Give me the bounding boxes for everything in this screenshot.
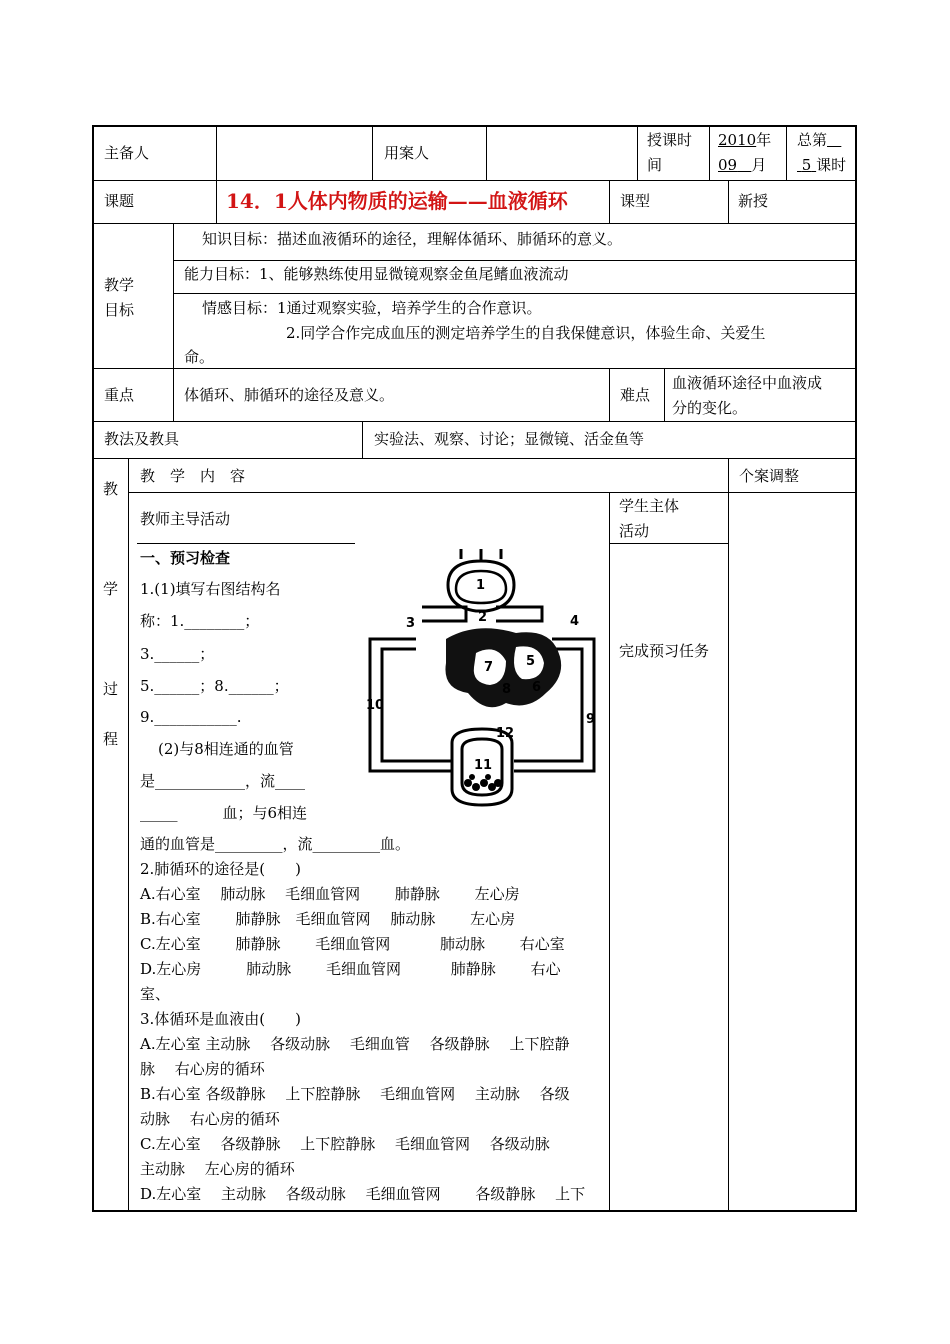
month-field [718,156,766,174]
option-line: D.左心室 主动脉 各级动脉 毛细血管网 各级静脉 上下 [140,1185,586,1203]
diagram-label: 8 [502,682,512,697]
methods-label: 教法及教具 [104,430,180,448]
process-side-char: 过 [103,680,119,698]
adjust-header: 个案调整 [739,467,800,485]
diagram-label: 6 [532,680,542,695]
emotion-goal-3: 命。 [184,348,215,366]
key-point-value: 体循环、肺循环的途径及意义。 [184,386,395,404]
diagram-label: 10 [366,698,385,713]
question-line: 2.肺循环的途径是( ) [140,860,302,878]
diagram-label: 11 [474,758,493,773]
option-line: A.左心室 主动脉 各级动脉 毛细血管 各级静脉 上下腔静 [140,1035,570,1053]
key-point-label: 重点 [104,386,135,404]
year-unit: 年 [756,131,772,149]
month-value: 09 [718,156,738,174]
student-header: 学生主体 [619,497,680,515]
goals-label-2: 目标 [104,301,135,319]
question-line: 1.(1)填写右图结构名 [140,580,281,598]
emotion-goal-2: 2.同学合作完成血压的测定培养学生的自我保健意识，体验生命、关爱生 [286,324,766,342]
teach-time-label: 授课时 [647,131,693,149]
question-line: 3.体循环是血液由( ) [140,1010,302,1028]
question-line: 9.___________. [140,708,242,726]
diagram-label: 7 [484,660,494,675]
methods-value: 实验法、观察、讨论；显微镜、活金鱼等 [374,430,645,448]
option-line: 动脉 右心房的循环 [140,1110,280,1128]
option-line: C.左心室 各级静脉 上下腔静脉 毛细血管网 各级动脉 [140,1135,550,1153]
section-title: 一、预习检查 [140,549,231,567]
option-line: B.右心室 各级静脉 上下腔静脉 毛细血管网 主动脉 各级 [140,1085,570,1103]
question-line: 是____________，流____ [140,772,306,790]
type-value: 新授 [738,192,769,210]
teach-time-label-2: 间 [647,156,663,174]
month-unit: 月 [751,156,767,174]
process-side-char: 教 [103,480,119,498]
blood-circulation-diagram [356,543,608,821]
diagram-label: 1 [476,578,486,593]
question-line: 5.______；8.______； [140,677,289,695]
option-line: 主动脉 左心房的循环 [140,1160,295,1178]
ability-goal: 能力目标：1、能够熟练使用显微镜观察金鱼尾鳍血液流动 [184,265,569,283]
user-label: 用案人 [384,144,430,162]
diagram-label: 2 [478,610,488,625]
question-line: _____ 血；与6相连 [140,804,308,822]
diagram-label: 5 [526,654,536,669]
diagram-label: 9 [586,712,596,727]
diagram-label: 12 [496,726,515,741]
type-label: 课型 [620,192,651,210]
option-line: B.右心室 肺静脉 毛细血管网 肺动脉 左心房 [140,910,516,928]
content-header: 教 学 内 容 [140,467,246,485]
option-line: D.左心房 肺动脉 毛细血管网 肺静脉 右心 [140,960,561,978]
year-value: 2010 [718,131,757,149]
option-line: 室、 [140,985,171,1003]
teacher-header: 教师主导活动 [140,510,231,528]
option-line: 脉 右心房的循环 [140,1060,265,1078]
year-field [718,131,771,149]
difficulty-value-2: 分的变化。 [672,399,748,417]
lesson-title: 14．1人体内物质的运输——血液循环 [226,189,568,213]
question-line: 称：1.________； [140,612,260,630]
option-line: A.右心室 肺动脉 毛细血管网 肺静脉 左心房 [140,885,520,903]
question-line: 3.______； [140,645,215,663]
student-header-2: 活动 [619,522,650,540]
question-line: 通的血管是_________，流_________血。 [140,835,411,853]
diagram-label: 4 [570,614,580,629]
student-activity: 完成预习任务 [619,642,710,660]
difficulty-value-1: 血液循环途径中血液成 [672,374,823,392]
goals-label: 教学 [104,276,135,294]
process-side-char: 程 [103,730,119,748]
preparer-label: 主备人 [104,144,150,162]
topic-label: 课题 [104,192,135,210]
option-line: C.左心室 肺静脉 毛细血管网 肺动脉 右心室 [140,935,565,953]
process-side-char: 学 [103,580,119,598]
lesson-number: 5 课时 [801,156,847,174]
total-prefix: 总第 [797,131,828,149]
difficulty-label: 难点 [620,386,651,404]
knowledge-goal: 知识目标：描述血液循环的途径，理解体循环、肺循环的意义。 [202,230,623,248]
diagram-label: 3 [406,616,416,631]
emotion-goal-1: 情感目标：1通过观察实验，培养学生的合作意识。 [202,299,542,317]
question-line: (2)与8相连通的血管 [158,740,294,758]
